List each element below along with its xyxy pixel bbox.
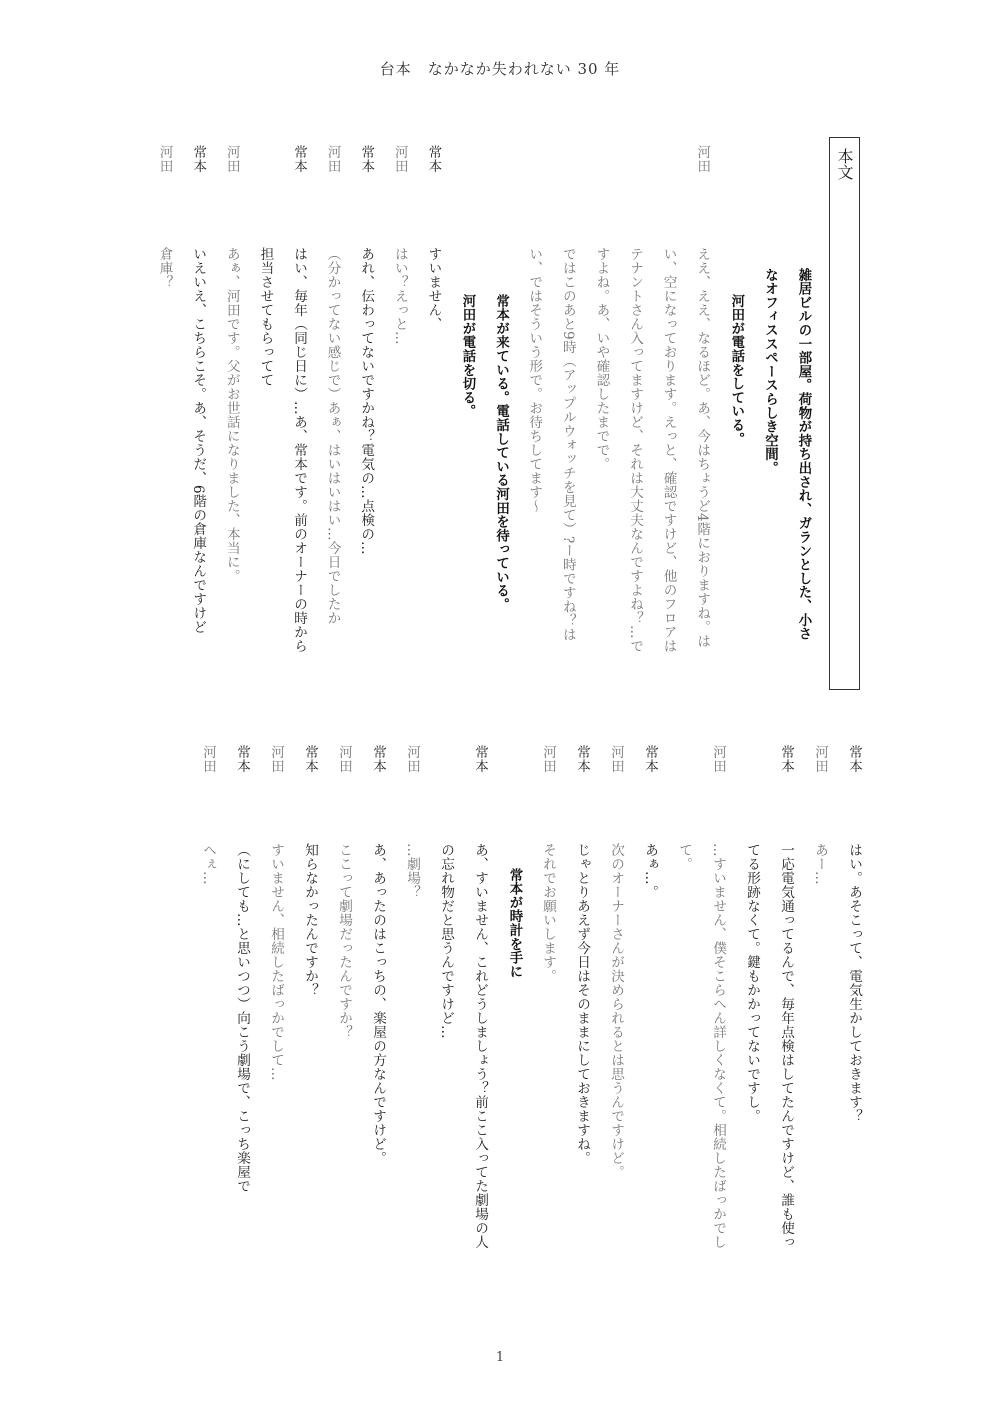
speaker-name: 河田 (540, 745, 556, 773)
dialogue-line-continuation: テナントさん入ってますけど、それは大丈夫なんですよね？…で (627, 247, 643, 653)
dialogue-line: はい。あそこって、電気生かしておきます？ (846, 843, 862, 1123)
speaker-name: 常本 (358, 145, 375, 173)
dialogue-line-continuation: ではこのあと9時（アップルウォッチを見て）?ー時ですね？は (559, 247, 576, 642)
dialogue-line: （にしても…と思いつつ）向こう劇場で、こっち楽屋で (234, 843, 250, 1193)
speaker-name: 河田 (223, 145, 240, 173)
speaker-name: 河田 (336, 745, 352, 773)
dialogue-line-continuation: い、ではそういう形で。お待ちしてます～ (526, 247, 543, 513)
stage-direction: 河田が電話を切る。 (460, 294, 475, 419)
stage-direction: 常本が時計を手に (507, 868, 522, 979)
speaker-name: 常本 (574, 745, 590, 773)
speaker-name: 河田 (268, 745, 284, 773)
speaker-name: 河田 (391, 145, 408, 173)
stage-direction: 河田が電話をしている。 (728, 294, 744, 446)
speaker-name: 河田 (324, 145, 341, 173)
dialogue-line: 次のオーナーさんが決められるとは思うんですけど。 (608, 843, 624, 1179)
dialogue-line: （分かってない感じで）あぁ、はいはいはい…今日でしたか (324, 247, 341, 625)
speaker-name: 河田 (200, 745, 216, 773)
dialogue-line: それでお願いします。 (540, 843, 556, 983)
speaker-name: 常本 (778, 745, 794, 773)
speaker-name: 常本 (234, 745, 250, 773)
section-heading-box (829, 137, 860, 690)
dialogue-line: すいません、相続したばっかでして… (268, 843, 284, 1081)
page-header-title: 台本 なかなか失われない 30 年 (379, 60, 621, 78)
dialogue-line: じゃとりあえず今日はそのままにしておきますね。 (574, 843, 590, 1165)
dialogue-line: 倉庫？ (156, 247, 173, 289)
dialogue-line-continuation: い、空になっております。えっと、確認ですけど、他のフロアは (660, 247, 677, 653)
speaker-name: 常本 (302, 745, 318, 773)
dialogue-line: へぇ… (200, 843, 216, 885)
stage-direction: 雑居ビルの一部屋。荷物が持ち出され、ガランとした、小さ (796, 268, 811, 641)
dialogue-line: あぁ…。 (642, 843, 658, 899)
speaker-name: 常本 (291, 145, 307, 173)
dialogue-line: すいません、 (425, 247, 442, 331)
stage-direction: 常本が来ている。電話している河田を待っている。 (493, 294, 509, 612)
speaker-name: 常本 (190, 145, 207, 173)
section-label: 本文 (835, 148, 854, 180)
speaker-name: 常本 (846, 745, 862, 773)
dialogue-line: 知らなかったんですか？ (302, 843, 318, 997)
dialogue-line: あれ、伝わってないですかね？電気の…点検の… (358, 247, 375, 555)
dialogue-line: あ、すいません、これどうしましょう？前ここ入ってた劇場の人 (472, 843, 488, 1249)
dialogue-line-continuation: て。 (676, 843, 692, 871)
speaker-name: 河田 (694, 145, 711, 173)
dialogue-line: ええ、ええ、なるほど。あ、今はちょうど4階におりますね。は (694, 247, 711, 649)
speaker-name: 河田 (404, 745, 420, 773)
dialogue-line-continuation: の忘れ物だと思うんですけど… (438, 843, 454, 1039)
dialogue-line: はい、毎年（同じ日に）…あ、常本です。前のオーナーの時から (291, 247, 307, 653)
dialogue-line: ここって劇場だったんですか？ (336, 843, 352, 1039)
dialogue-line-continuation: 担当させてもらってて (257, 247, 274, 387)
speaker-name: 河田 (812, 745, 828, 773)
speaker-name: 常本 (370, 745, 386, 773)
dialogue-line: いえいえ、こちらこそ。あ、そうだ、6階の倉庫なんですけど (190, 247, 207, 635)
dialogue-line-continuation: すよね。あ、いや確認したまでで。 (593, 247, 610, 471)
speaker-name: 常本 (425, 145, 442, 173)
dialogue-line: はい？えっと… (391, 247, 408, 345)
dialogue-line: …すいません、僕そこらへん詳しくなくて。相続したばっかでし (710, 843, 726, 1249)
speaker-name: 河田 (710, 745, 726, 773)
page-number: 1 (495, 1350, 505, 1365)
dialogue-line: あ、あったのはこっちの、楽屋の方なんですけど。 (370, 843, 386, 1165)
dialogue-line: あー… (812, 843, 828, 885)
dialogue-line-continuation: てる形跡なくて。鍵もかかってないですし。 (744, 843, 760, 1123)
speaker-name: 常本 (642, 745, 658, 773)
speaker-name: 河田 (156, 145, 173, 173)
dialogue-line: 一応電気通ってるんで、毎年点検はしてたんですけど、誰も使っ (778, 843, 794, 1249)
dialogue-line: あぁ、河田です。父がお世話になりました、本当に。 (223, 247, 240, 583)
speaker-name: 河田 (608, 745, 624, 773)
stage-direction: なオフィススペースらしき空間。 (762, 268, 778, 475)
speaker-name: 常本 (472, 745, 488, 773)
dialogue-line: …劇場？ (404, 843, 420, 899)
